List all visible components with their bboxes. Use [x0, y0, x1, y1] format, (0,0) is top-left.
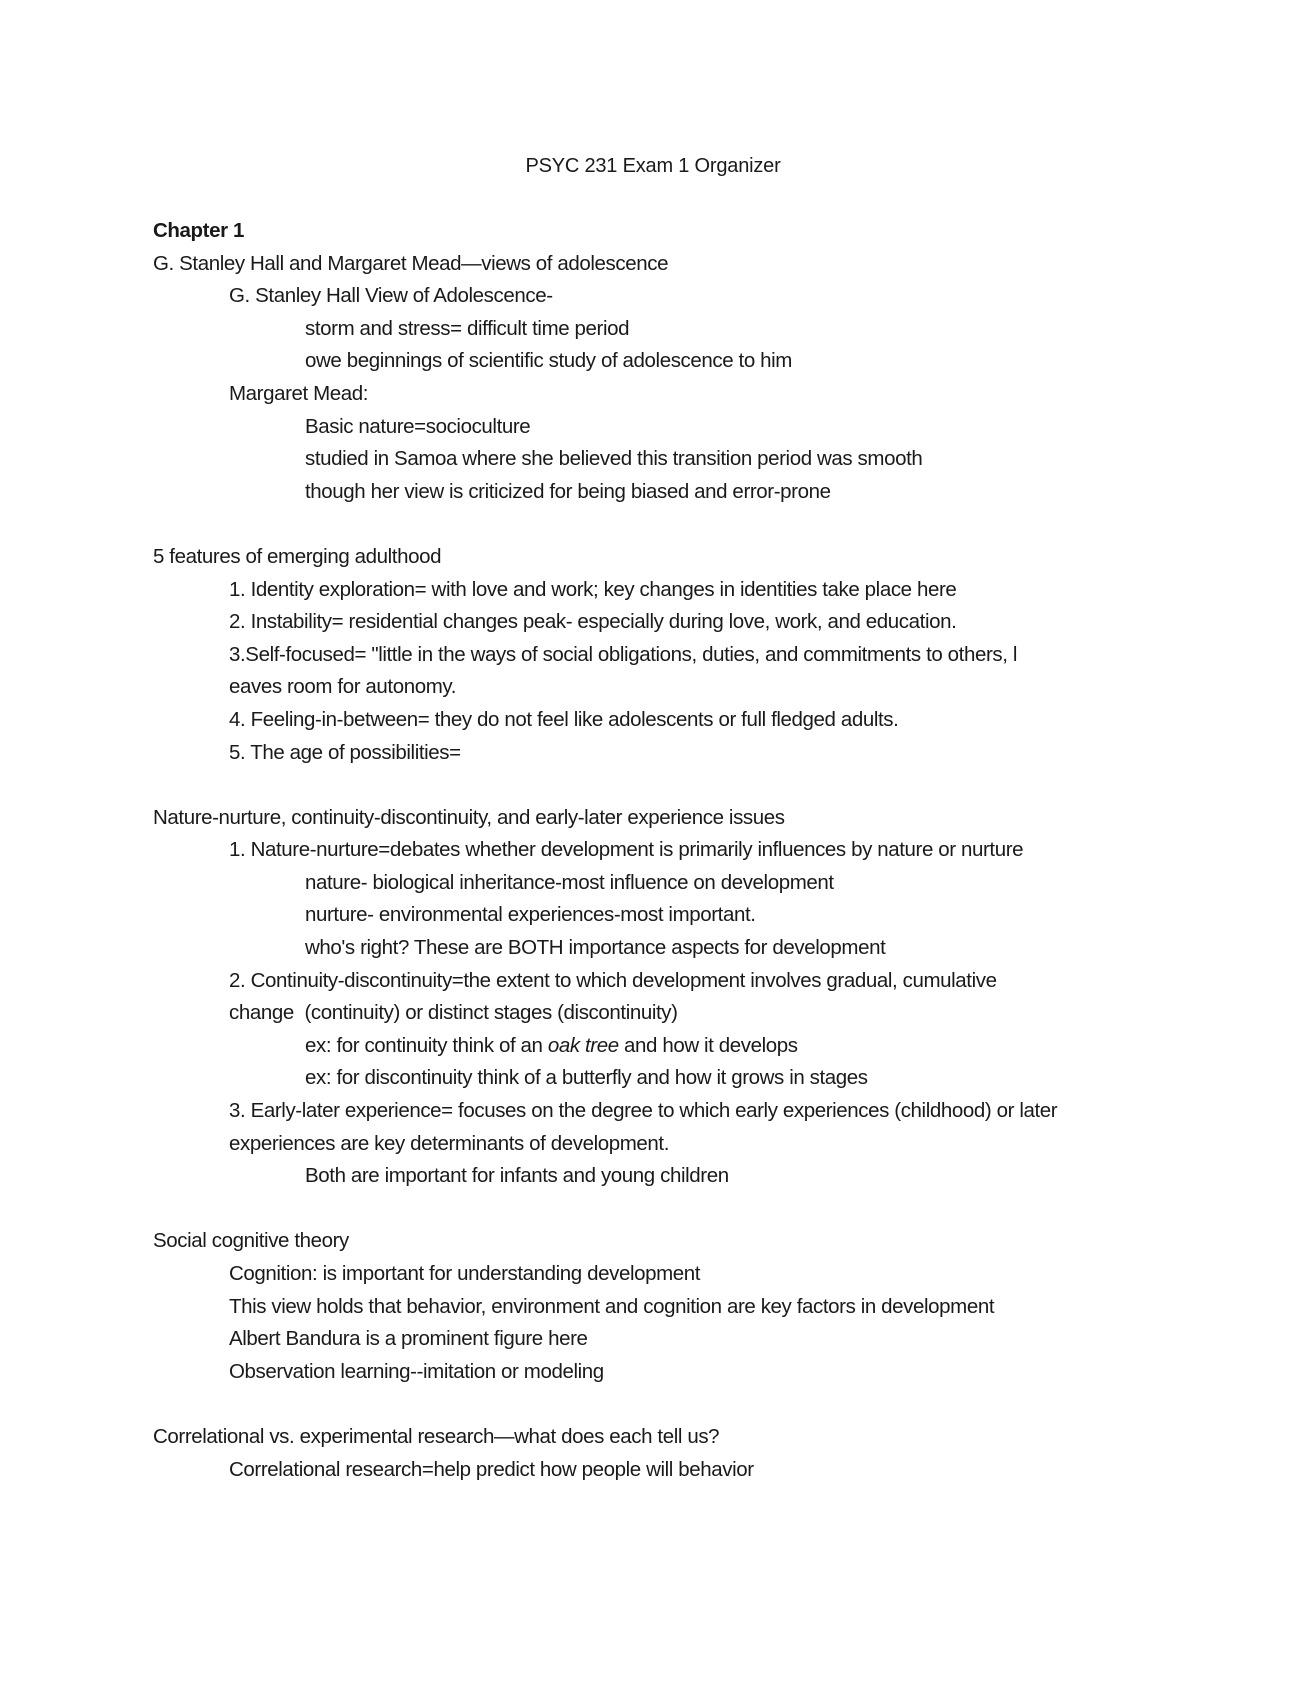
hall-point: owe beginnings of scientific study of adolescence to him	[305, 349, 792, 373]
issue-subpoint: nature- biological inheritance-most influence on development	[305, 870, 834, 894]
theory-point: This view holds that behavior, environment and cognition are key factors in development	[229, 1294, 995, 1318]
section-heading-emerging-adulthood: 5 features of emerging adulthood	[153, 544, 442, 568]
section-heading-hall-mead: G. Stanley Hall and Margaret Mead—views of adolescence	[153, 251, 669, 275]
feature-item: 2. Instability= residential changes peak- especially during love, work, and education.	[229, 610, 957, 634]
example-text: and how it develops	[618, 1033, 798, 1057]
issue-subpoint: ex: for discontinuity think of a butterfly and how it grows in stages	[305, 1066, 868, 1090]
theory-point: Cognition: is important for understanding development	[229, 1262, 701, 1285]
theory-point: Albert Bandura is a prominent figure here	[229, 1327, 588, 1351]
mead-point: Basic nature=socioculture	[305, 414, 531, 438]
feature-item: 1. Identity exploration= with love and work; key changes in identities take place here	[229, 577, 957, 601]
research-point: Correlational research=help predict how people will behavior	[229, 1457, 754, 1481]
mead-point: studied in Samoa where she believed this transition period was smooth	[305, 447, 923, 471]
example-emphasis: oak tree	[547, 1033, 619, 1057]
issue-item: 1. Nature-nurture=debates whether development is primarily influences by nature or nurture	[229, 838, 1024, 862]
theory-point: Observation learning--imitation or modeling	[229, 1359, 604, 1383]
document-body	[153, 215, 1153, 1486]
paragraph-gap	[153, 1193, 1153, 1226]
paragraph-gap	[153, 508, 1153, 541]
issue-subpoint	[153, 1030, 1153, 1063]
feature-item: 3.Self-focused= "little in the ways of social obligations, duties, and commitments to others, l	[229, 642, 1017, 666]
issue-item: 3. Early-later experience= focuses on the degree to which early experiences (childhood) or later	[229, 1099, 1058, 1123]
issue-item-continued: change (continuity) or distinct stages (discontinuity)	[229, 1001, 678, 1025]
mead-point: though her view is criticized for being biased and error-prone	[305, 479, 831, 503]
issue-subpoint: who's right? These are BOTH importance aspects for development	[305, 936, 886, 960]
issue-subpoint: Both are important for infants and young children	[305, 1164, 729, 1188]
issue-item-continued: experiences are key determinants of development.	[229, 1131, 670, 1155]
mead-label: Margaret Mead:	[229, 381, 369, 405]
feature-item: 4. Feeling-in-between= they do not feel like adolescents or full fledged adults.	[229, 707, 899, 731]
section-heading-research: Correlational vs. experimental research—what does each tell us?	[153, 1424, 720, 1448]
section-heading-issues: Nature-nurture, continuity-discontinuity, and early-later experience issues	[153, 805, 785, 829]
chapter-heading: Chapter 1	[153, 219, 244, 242]
hall-label: G. Stanley Hall View of Adolescence-	[229, 284, 553, 308]
example-text: ex: for continuity think of an	[305, 1033, 548, 1057]
paragraph-gap	[153, 1388, 1153, 1421]
hall-point: storm and stress= difficult time period	[305, 316, 630, 340]
feature-item-continued: eaves room for autonomy.	[229, 675, 457, 699]
paragraph-gap	[153, 769, 1153, 802]
feature-item: 5. The age of possibilities=	[229, 740, 461, 764]
page-title: PSYC 231 Exam 1 Organizer	[525, 155, 781, 177]
issue-item: 2. Continuity-discontinuity=the extent to which development involves gradual, cumulative	[229, 968, 997, 992]
issue-subpoint: nurture- environmental experiences-most important.	[305, 903, 756, 927]
section-heading-social-cognitive: Social cognitive theory	[153, 1229, 349, 1253]
